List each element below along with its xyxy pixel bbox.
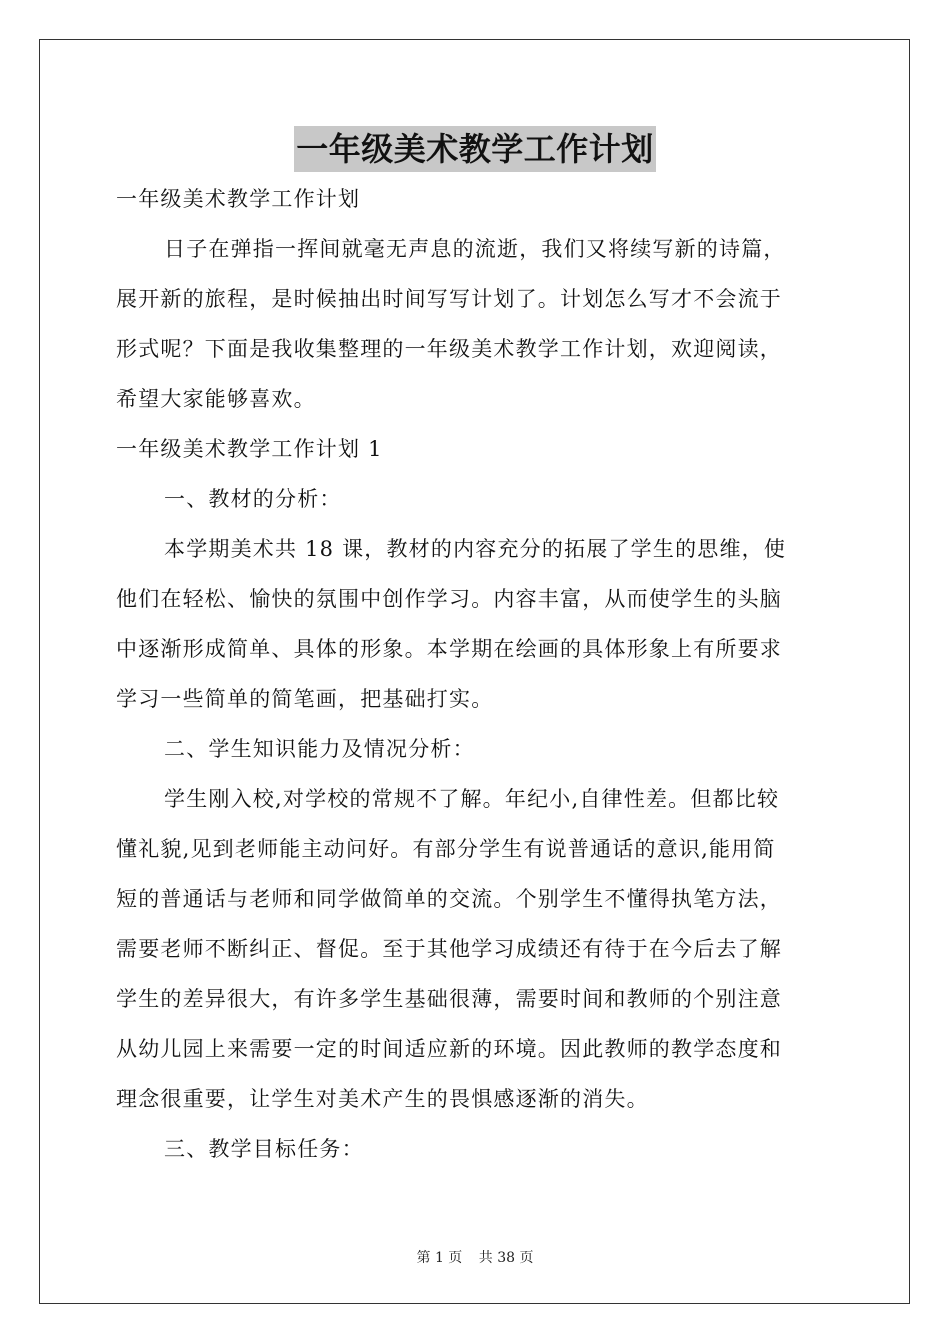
text-line: 展开新的旅程，是时候抽出时间写写计划了。计划怎么写才不会流于 — [116, 287, 782, 311]
text-line: 希望大家能够喜欢。 — [116, 387, 316, 411]
text-line: 学生的差异很大，有许多学生基础很薄，需要时间和教师的个别注意 — [116, 987, 782, 1011]
text-line: 形式呢？下面是我收集整理的一年级美术教学工作计划，欢迎阅读， — [116, 337, 782, 361]
text-line: 一年级美术教学工作计划 1 — [116, 437, 383, 461]
document-title: 一年级美术教学工作计划 — [294, 126, 656, 172]
text-line: 懂礼貌,见到老师能主动问好。有部分学生有说普通话的意识,能用简 — [116, 837, 776, 861]
text-line: 学习一些简单的简笔画，把基础打实。 — [116, 687, 494, 711]
page-footer — [0, 1247, 950, 1267]
text-line: 三、教学目标任务： — [164, 1137, 364, 1161]
text-line: 中逐渐形成简单、具体的形象。本学期在绘画的具体形象上有所要求 — [116, 637, 782, 661]
text-line: 一、教材的分析： — [164, 487, 342, 511]
text-line: 从幼儿园上来需要一定的时间适应新的环境。因此教师的教学态度和 — [116, 1037, 782, 1061]
text-line: 短的普通话与老师和同学做简单的交流。个别学生不懂得执笔方法， — [116, 887, 782, 911]
text-line: 一年级美术教学工作计划 — [116, 187, 361, 211]
text-line: 理念很重要，让学生对美术产生的畏惧感逐渐的消失。 — [116, 1087, 649, 1111]
text-line: 需要老师不断纠正、督促。至于其他学习成绩还有待于在今后去了解 — [116, 937, 782, 961]
page-number: 第 1 页 — [416, 1250, 463, 1266]
text-line: 本学期美术共 18 课，教材的内容充分的拓展了学生的思维，使 — [164, 537, 787, 561]
text-line: 他们在轻松、愉快的氛围中创作学习。内容丰富，从而使学生的头脑 — [116, 587, 782, 611]
title-container — [0, 126, 950, 172]
text-line: 日子在弹指一挥间就毫无声息的流逝，我们又将续写新的诗篇， — [164, 237, 786, 261]
page-total: 共 38 页 — [478, 1250, 534, 1266]
document-body — [116, 180, 836, 1180]
text-line: 二、学生知识能力及情况分析： — [164, 737, 475, 761]
text-line: 学生刚入校,对学校的常规不了解。年纪小,自律性差。但都比较 — [164, 787, 780, 811]
